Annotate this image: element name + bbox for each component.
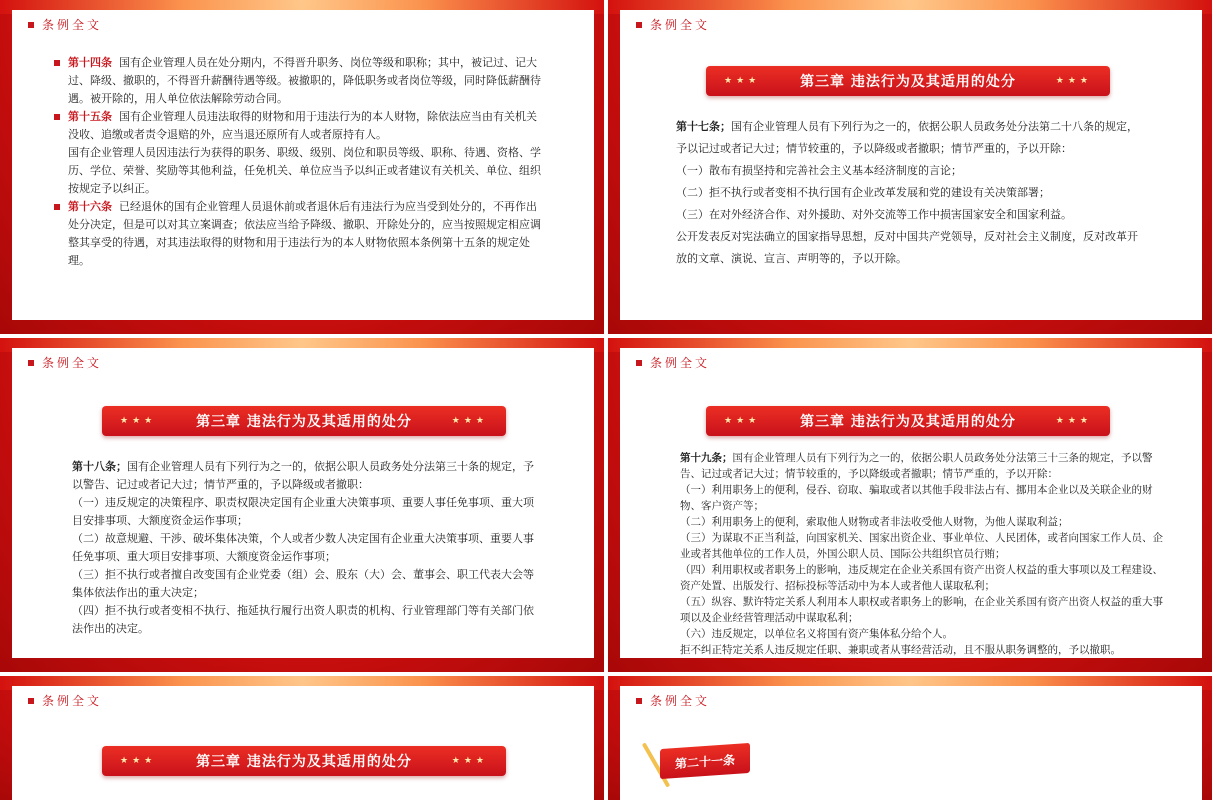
bullet-square-icon	[28, 22, 34, 28]
section-tag	[28, 692, 102, 709]
slide-body	[676, 116, 1142, 270]
slide-2[interactable]	[608, 0, 1212, 334]
chapter-banner	[102, 746, 506, 776]
section-tag-label: 条例全文	[650, 18, 711, 32]
article-text: 已经退休的国有企业管理人员退休前或者退休后有违法行为应当受到处分的，不再作出处分决定，但是可以对其立案调查；依法应当给予降级、撤职、开除处分的，应当按照规定相应调整其享受的待遇，对其违法取得的财物和用于违法行为的本人财物依照本条例第十五条的规定处理。	[68, 200, 541, 267]
article-18-intro	[72, 458, 538, 494]
article-15	[54, 108, 544, 144]
slide-6[interactable]	[608, 676, 1212, 800]
article-19-intro	[680, 450, 1164, 482]
slide-panel	[620, 686, 1202, 800]
article-17-intro	[676, 116, 1142, 160]
stars-icon: ★★★	[724, 76, 761, 86]
bullet-square-icon	[54, 60, 60, 66]
article-text: 国有企业管理人员有下列行为之一的，依据公职人员政务处分法第二十八条的规定，予以记过或者记大过；情节较重的，予以降级或者撤职；情节严重的，予以开除：	[676, 120, 1138, 155]
bullet-square-icon	[28, 698, 34, 704]
section-tag-label: 条例全文	[42, 694, 103, 708]
slide-panel	[12, 686, 594, 800]
list-item: （三）为谋取不正当利益，向国家机关、国家出资企业、事业单位、人民团体，或者向国家工作人员、企业或者其他单位的工作人员，外国公职人员、国际公共组织官员行贿；	[680, 532, 1163, 560]
stars-icon: ★★★	[120, 416, 157, 426]
slide-panel	[12, 10, 594, 320]
chapter-banner	[706, 406, 1110, 436]
list-item: （一）利用职务上的便利，侵吞、窃取、骗取或者以其他手段非法占有、挪用本企业以及关联企业的财物、客户资产等；	[680, 484, 1153, 512]
list-item: （五）纵容、默许特定关系人利用本人职权或者职务上的影响，在企业关系国有资产出资人权益的重大事项以及企业经营管理活动中谋取私利；	[680, 596, 1163, 624]
chapter-title: 第三章 违法行为及其适用的处分	[196, 414, 412, 430]
slide-4[interactable]	[608, 338, 1212, 672]
article-text: 国有企业管理人员有下列行为之一的，依据公职人员政务处分法第三十三条的规定，予以警告、记过或者记大过；情节较重的，予以降级或者撤职；情节严重的，予以开除：	[680, 452, 1153, 480]
list-item: （四）利用职权或者职务上的影响，违反规定在企业关系国有资产出资人权益的重大事项以及工程建设、资产处置、出版发行、招标投标等活动中为本人或者他人谋取私利；	[680, 564, 1163, 592]
slide-body	[54, 54, 544, 270]
list-item: （二）利用职务上的便利，索取他人财物或者非法收受他人财物，为他人谋取利益；	[680, 516, 1069, 528]
article-text: 国有企业管理人员违法取得的财物和用于违法行为的本人财物，除依法应当由有关机关没收、追缴或者责令退赔的外，应当退还原所有人或者原持有人。	[68, 110, 537, 141]
stars-icon: ★★★	[1055, 76, 1092, 86]
slide-panel	[620, 348, 1202, 658]
stars-icon: ★★★	[120, 756, 157, 766]
slide-1[interactable]	[0, 0, 604, 334]
article-text: 国有企业管理人员在处分期内，不得晋升职务、岗位等级和职称；其中，被记过、记大过、降级、撤职的，不得晋升薪酬待遇等级。被撤职的，降低职务或者岗位等级，同时降低薪酬待遇。被开除的，用人单位依法解除劳动合同。	[68, 56, 541, 105]
slide-panel	[620, 10, 1202, 320]
slide-5[interactable]	[0, 676, 604, 800]
chapter-banner	[706, 66, 1110, 96]
section-tag-label: 条例全文	[650, 356, 711, 370]
list-item: （一）违反规定的决策程序、职责权限决定国有企业重大决策事项、重要人事任免事项、重大项目安排事项、大额度资金运作事项；	[72, 496, 534, 527]
article-label: 第十七条；	[676, 120, 731, 133]
chapter-banner	[102, 406, 506, 436]
section-tag	[28, 354, 102, 371]
list-item: （三）在对外经济合作、对外援助、对外交流等工作中损害国家安全和国家利益。	[676, 208, 1072, 221]
section-tag	[636, 692, 710, 709]
bullet-square-icon	[28, 360, 34, 366]
list-item: （六）违反规定，以单位名义将国有资产集体私分给个人。	[680, 628, 953, 640]
stars-icon: ★★★	[724, 416, 761, 426]
slide-body	[680, 450, 1164, 658]
slide-panel	[12, 348, 594, 658]
article-label: 第十九条；	[680, 452, 733, 464]
chapter-title: 第三章 违法行为及其适用的处分	[800, 74, 1016, 90]
article-flag	[660, 746, 750, 782]
list-item: （二）故意规避、干涉、破坏集体决策，个人或者少数人决定国有企业重大决策事项、重要人事任免事项、重大项目安排事项、大额度资金运作事项；	[72, 532, 534, 563]
article-16	[54, 198, 544, 270]
section-tag	[636, 16, 710, 33]
section-tag	[636, 354, 710, 371]
article-label: 第十八条；	[72, 460, 127, 473]
section-tag-label: 条例全文	[650, 694, 711, 708]
bullet-square-icon	[636, 698, 642, 704]
flag-label: 第二十一条	[660, 743, 750, 779]
article-17-tail: 公开发表反对宪法确立的国家指导思想，反对中国共产党领导，反对社会主义制度，反对改革开放的文章、演说、宣言、声明等的，予以开除。	[676, 230, 1138, 265]
stars-icon: ★★★	[1055, 416, 1092, 426]
bullet-square-icon	[54, 204, 60, 210]
article-label: 第十五条	[68, 110, 112, 123]
bullet-square-icon	[636, 22, 642, 28]
stars-icon: ★★★	[451, 756, 488, 766]
article-14	[54, 54, 544, 108]
bullet-square-icon	[54, 114, 60, 120]
list-item: （二）拒不执行或者变相不执行国有企业改革发展和党的建设有关决策部署；	[676, 186, 1050, 199]
section-tag	[28, 16, 102, 33]
article-19-tail: 拒不纠正特定关系人违反规定任职、兼职或者从事经营活动，且不服从职务调整的，予以撤职。	[680, 644, 1121, 656]
list-item: （三）拒不执行或者擅自改变国有企业党委（组）会、股东（大）会、董事会、职工代表大会等集体依法作出的重大决定；	[72, 568, 534, 599]
slide-body	[72, 458, 538, 638]
article-text: 国有企业管理人员有下列行为之一的，依据公职人员政务处分法第三十条的规定，予以警告、记过或者记大过；情节严重的，予以降级或者撤职：	[72, 460, 534, 491]
chapter-title: 第三章 违法行为及其适用的处分	[800, 414, 1016, 430]
section-tag-label: 条例全文	[42, 18, 103, 32]
list-item: （一）散布有损坚持和完善社会主义基本经济制度的言论；	[676, 164, 962, 177]
article-label: 第十六条	[68, 200, 112, 213]
article-label: 第十四条	[68, 56, 112, 69]
stars-icon: ★★★	[451, 416, 488, 426]
slide-3[interactable]	[0, 338, 604, 672]
chapter-title: 第三章 违法行为及其适用的处分	[196, 754, 412, 770]
section-tag-label: 条例全文	[42, 356, 103, 370]
bullet-square-icon	[636, 360, 642, 366]
list-item: （四）拒不执行或者变相不执行、拖延执行履行出资人职责的机构、行业管理部门等有关部门依法作出的决定。	[72, 604, 534, 635]
article-15-paragraph-2: 国有企业管理人员因违法行为获得的职务、职级、级别、岗位和职员等级、职称、待遇、资格、学历、学位、荣誉、奖励等其他利益，任免机关、单位应当予以纠正或者建议有关机关、单位、组织按规定予以纠正。	[68, 146, 541, 195]
